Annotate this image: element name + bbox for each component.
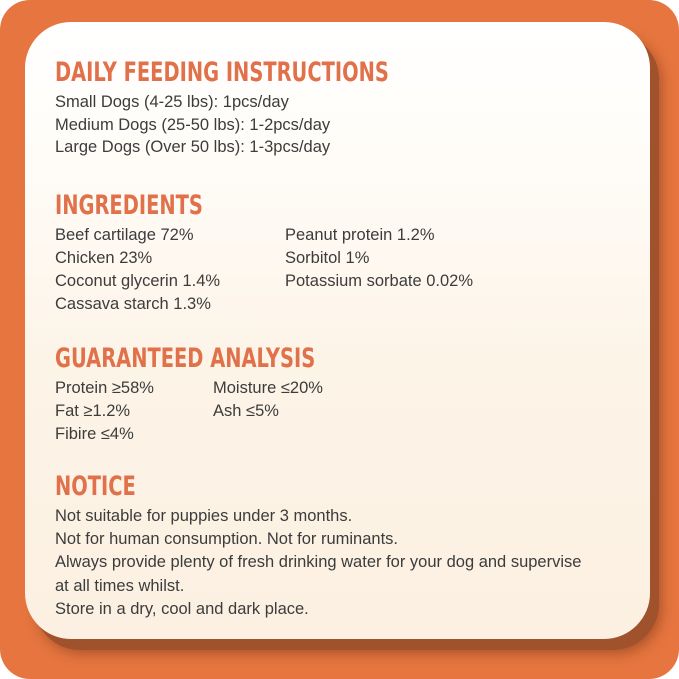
analysis-line: Fat ≥1.2% [55, 401, 131, 420]
ingredients-column-right [285, 224, 622, 316]
analysis-column-right [213, 377, 622, 446]
notice-line: at all times whilst. [55, 576, 185, 595]
ingredients-columns [55, 224, 622, 316]
section-notice [55, 472, 622, 622]
section-ingredients [55, 191, 622, 316]
guaranteed-analysis-heading: GUARANTEED ANALYSIS [55, 342, 316, 374]
ingredient-line: Peanut protein 1.2% [285, 225, 435, 244]
ingredient-line: Sorbitol 1% [285, 248, 370, 267]
info-card [25, 22, 650, 639]
notice-line: Always provide plenty of fresh drinking water for your dog and supervise [55, 553, 582, 572]
daily-feeding-heading: DAILY FEEDING INSTRUCTIONS [55, 57, 389, 88]
ingredient-line: Potassium sorbate 0.02% [285, 271, 474, 290]
daily-feeding-lines [55, 91, 622, 159]
section-daily-feeding [55, 58, 622, 159]
notice-lines [55, 505, 622, 622]
ingredients-column-left [55, 224, 285, 316]
feeding-line: Large Dogs (Over 50 lbs): 1-3pcs/day [55, 138, 331, 156]
feeding-line: Small Dogs (4-25 lbs): 1pcs/day [55, 93, 289, 111]
analysis-line: Fibire ≤4% [55, 424, 134, 443]
card-content [25, 22, 650, 639]
analysis-line: Moisture ≤20% [213, 378, 323, 397]
notice-line: Not suitable for puppies under 3 months. [55, 506, 353, 525]
ingredient-line: Beef cartilage 72% [55, 225, 194, 244]
notice-line: Not for human consumption. Not for ruminants. [55, 529, 398, 548]
notice-line: Store in a dry, cool and dark place. [55, 600, 309, 619]
ingredient-line: Cassava starch 1.3% [55, 294, 211, 313]
analysis-column-left [55, 377, 213, 446]
ingredient-line: Chicken 23% [55, 248, 153, 267]
feeding-line: Medium Dogs (25-50 lbs): 1-2pcs/day [55, 115, 331, 134]
section-guaranteed-analysis [55, 344, 622, 446]
analysis-columns [55, 377, 622, 446]
ingredients-heading: INGREDIENTS [55, 189, 203, 221]
analysis-line: Ash ≤5% [213, 401, 279, 420]
notice-heading: NOTICE [55, 470, 136, 502]
analysis-line: Protein ≥58% [55, 378, 154, 397]
ingredient-line: Coconut glycerin 1.4% [55, 271, 221, 290]
